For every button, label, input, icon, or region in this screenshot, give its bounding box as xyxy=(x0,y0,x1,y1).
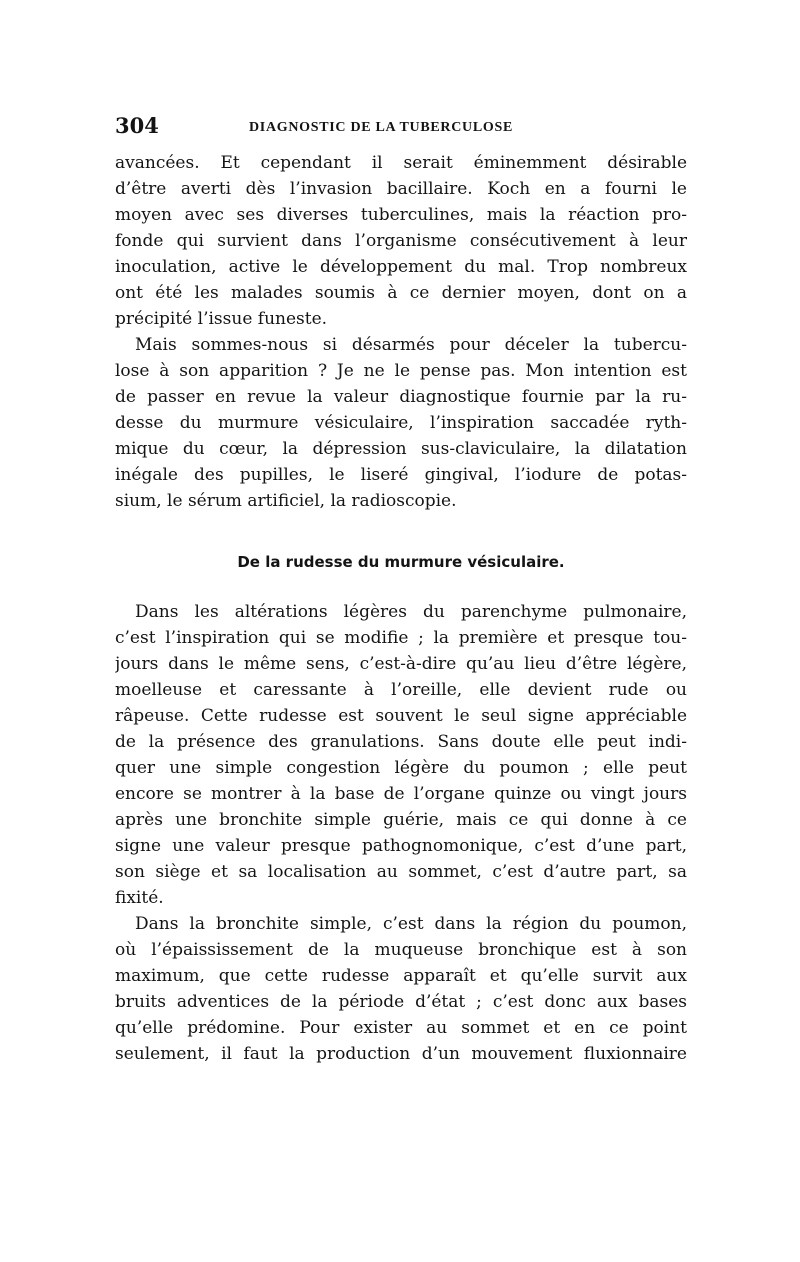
page-header xyxy=(115,113,685,139)
text-line: bruits adventices de la période d’état ; c’est donc aux bases xyxy=(115,992,687,1012)
text-line: moyen avec ses diverses tuberculines, mais la réaction pro- xyxy=(115,205,687,225)
text-line: signe une valeur presque pathognomonique, c’est d’une part, xyxy=(115,836,687,856)
running-title: DIAGNOSTIC DE LA TUBERCULOSE xyxy=(249,120,514,135)
text-line: mique du cœur, la dépression sus-claviculaire, la dilatation xyxy=(115,439,687,459)
text-line: Dans la bronchite simple, c’est dans la région du poumon, xyxy=(135,914,687,934)
text-line: qu’elle prédomine. Pour exister au sommet et en ce point xyxy=(115,1018,687,1038)
text-line: fixité. xyxy=(115,888,164,908)
section-heading: De la rudesse du murmure vésiculaire. xyxy=(237,553,565,571)
text-line: Mais sommes-nous si désarmés pour déceler la tubercu- xyxy=(135,335,687,355)
text-line: où l’épaississement de la muqueuse bronchique est à son xyxy=(115,940,687,960)
text-line: moelleuse et caressante à l’oreille, elle devient rude ou xyxy=(115,680,687,700)
text-block-intro xyxy=(115,150,687,514)
text-line: son siège et sa localisation au sommet, c’est d’autre part, sa xyxy=(115,862,687,882)
text-line: précipité l’issue funeste. xyxy=(115,309,328,329)
text-line: avancées. Et cependant il serait éminemment désirable xyxy=(115,153,687,173)
text-line: maximum, que cette rudesse apparaît et qu’elle survit aux xyxy=(115,966,687,986)
text-line: ont été les malades soumis à ce dernier moyen, dont on a xyxy=(115,283,687,303)
text-block-rudesse xyxy=(115,599,687,1067)
text-line: jours dans le même sens, c’est-à-dire qu’au lieu d’être légère, xyxy=(115,654,687,674)
text-line: fonde qui survient dans l’organisme consécutivement à leur xyxy=(115,231,687,251)
page-number: 304 xyxy=(115,113,159,138)
text-line: quer une simple congestion légère du poumon ; elle peut xyxy=(115,758,687,778)
text-line: desse du murmure vésiculaire, l’inspiration saccadée ryth- xyxy=(115,413,687,433)
text-line: de la présence des granulations. Sans doute elle peut indi- xyxy=(115,732,687,752)
text-line: lose à son apparition ? Je ne le pense pas. Mon intention est xyxy=(115,361,687,381)
text-line: encore se montrer à la base de l’organe quinze ou vingt jours xyxy=(115,784,687,804)
text-line: seulement, il faut la production d’un mouvement fluxionnaire xyxy=(115,1044,687,1064)
text-line: d’être averti dès l’invasion bacillaire. Koch en a fourni le xyxy=(115,179,687,199)
text-line: inoculation, active le développement du mal. Trop nombreux xyxy=(115,257,687,277)
text-line: sium, le sérum artificiel, la radioscopie. xyxy=(115,491,457,511)
text-line: de passer en revue la valeur diagnostique fournie par la ru- xyxy=(115,387,687,407)
text-line: inégale des pupilles, le liseré gingival, l’iodure de potas- xyxy=(115,465,687,485)
text-line: après une bronchite simple guérie, mais ce qui donne à ce xyxy=(115,810,687,830)
text-line: c’est l’inspiration qui se modifie ; la première et presque tou- xyxy=(115,628,687,648)
text-line: Dans les altérations légères du parenchyme pulmonaire, xyxy=(135,602,687,622)
text-line: râpeuse. Cette rudesse est souvent le seul signe appréciable xyxy=(115,706,687,726)
